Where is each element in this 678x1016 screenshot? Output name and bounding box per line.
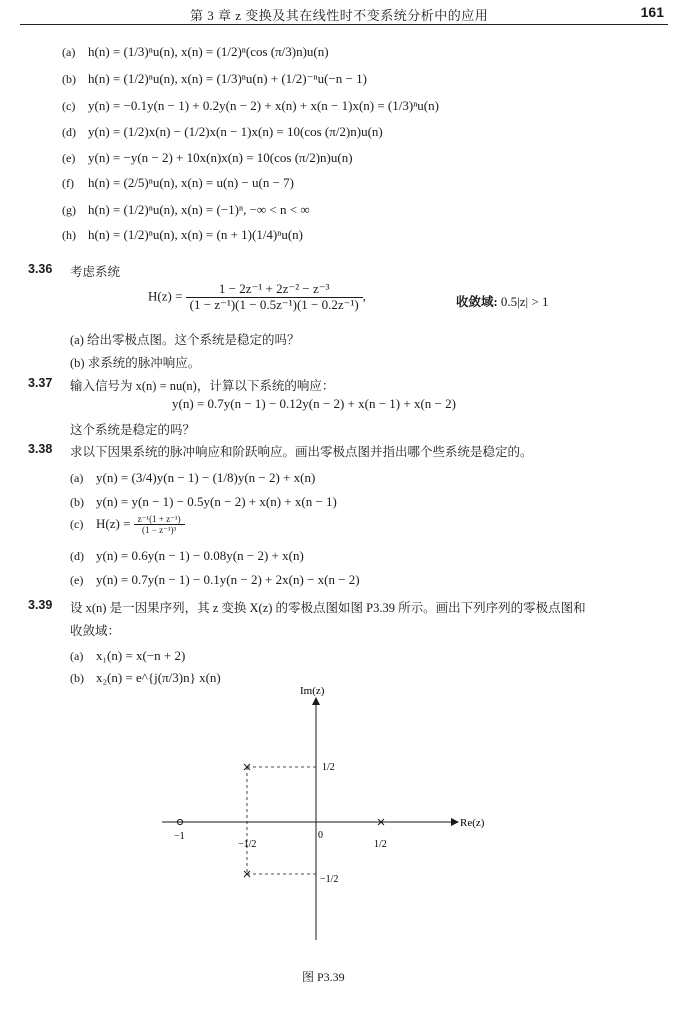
origin-label: 0	[318, 830, 323, 841]
p336-transfer-function: H(z) = $\frac{\text{1 − 2z⁻¹ + 2z⁻² − z⁻³}}{\text{(1 − z⁻¹)(1 − 0.5z⁻¹)(1 − 0.2z⁻¹)}}$ ,	[148, 281, 366, 312]
p338-item-e: (e) y(n) = 0.7y(n − 1) − 0.1y(n − 2) + 2x(n) − x(n − 2)	[70, 572, 360, 587]
p335-item-c: (c) y(n) = −0.1y(n − 1) + 0.2y(n − 2) + x(n) + x(n − 1)x(n) = (1/3)ⁿu(n)	[62, 98, 439, 113]
p339-intro-line2: 收敛域：	[70, 624, 121, 638]
pos-half-label: 1/2	[374, 839, 387, 850]
page-number: 161	[640, 4, 664, 20]
p336-roc-label: 收敛域:	[456, 295, 498, 309]
p336-numerator: 1 − 2z⁻¹ + 2z⁻² − z⁻³	[186, 282, 363, 298]
problem-number-336: 3.36	[28, 262, 53, 276]
pole-zero-plot	[150, 682, 530, 952]
p335-item-f: (f) h(n) = (2/5)ⁿu(n), x(n) = u(n) − u(n − 7)	[62, 175, 294, 190]
p336-lhs: H(z) =	[148, 288, 183, 304]
zero-label: −1	[174, 831, 185, 842]
p335-item-a: (a) h(n) = (1/3)ⁿu(n), x(n) = (1/2)ⁿ(cos (π/3)n)u(n)	[62, 44, 329, 59]
p338-item-c: (c) H(z) = $\frac{\text{z⁻¹(1 + z⁻¹)}}{\text{(1 − z⁻¹)³}}$	[70, 514, 185, 536]
page-header	[20, 2, 668, 25]
neg-half-label: −1/2	[238, 839, 257, 850]
p337-intro: 输入信号为 x(n) = nu(n)，计算以下系统的响应：	[70, 379, 335, 393]
problem-number-337: 3.37	[28, 376, 53, 390]
problem-number-339: 3.39	[28, 598, 53, 612]
p338-item-d: (d) y(n) = 0.6y(n − 1) − 0.08y(n − 2) + x(n)	[70, 548, 304, 563]
p335-item-h: (h) h(n) = (1/2)ⁿu(n), x(n) = (n + 1)(1/4)ⁿu(n)	[62, 227, 304, 242]
x-axis-label: Re(z)	[460, 817, 485, 829]
p337-equation: y(n) = 0.7y(n − 1) − 0.12y(n − 2) + x(n − 1) + x(n − 2)	[172, 396, 456, 411]
p335-item-d: (d) y(n) = (1/2)x(n) − (1/2)x(n − 1)x(n) = 10(cos (π/2)n)u(n)	[62, 124, 383, 139]
p338c-fraction: $\frac{\text{z⁻¹(1 + z⁻¹)}}{\text{(1 − z⁻¹)³}}$	[134, 514, 185, 536]
y-axis-label: Im(z)	[300, 685, 325, 697]
problem-number-338: 3.38	[28, 442, 53, 456]
p338-item-b: (b) y(n) = y(n − 1) − 0.5y(n − 2) + x(n) + x(n − 1)	[70, 494, 337, 509]
p339-item-b: (b) x₂(n) = e^{j(π/3)n} x(n)	[70, 670, 221, 685]
p336-roc	[456, 292, 548, 310]
p339-intro-line1: 设 x(n) 是一因果序列，其 z 变换 X(z) 的零极点图如图 P3.39 所示。画出下列序列的零极点图和	[70, 601, 586, 615]
im-pos-half-label: 1/2	[322, 762, 335, 773]
p336-intro: 考虑系统	[70, 265, 121, 279]
p335-item-g: (g) h(n) = (1/2)ⁿu(n), x(n) = (−1)ⁿ, −∞ < n < ∞	[62, 202, 310, 217]
p338-intro: 求以下因果系统的脉冲响应和阶跃响应。画出零极点图并指出哪个些系统是稳定的。	[70, 445, 533, 459]
p336-item-a: (a) 给出零极点图。这个系统是稳定的吗？	[70, 333, 300, 347]
im-neg-half-label: −1/2	[320, 874, 339, 885]
p336-denominator: (1 − z⁻¹)(1 − 0.5z⁻¹)(1 − 0.2z⁻¹)	[189, 296, 359, 312]
p338-item-a: (a) y(n) = (3/4)y(n − 1) − (1/8)y(n − 2) + x(n)	[70, 470, 316, 485]
p336-fraction	[186, 282, 363, 313]
chapter-title: 第 3 章 z 变换及其在线性时不变系统分析中的应用	[190, 8, 489, 23]
p336-roc-value: 0.5|z| > 1	[500, 294, 549, 309]
p337-question: 这个系统是稳定的吗？	[70, 423, 196, 437]
p339-item-a: (a) x₁(n) = x(−n + 2)	[70, 648, 186, 663]
p336-item-b: (b) 求系统的脉冲响应。	[70, 356, 201, 370]
p335-item-e: (e) y(n) = −y(n − 2) + 10x(n)x(n) = 10(cos (π/2)n)u(n)	[62, 150, 353, 165]
figure-caption: 图 P3.39	[302, 970, 345, 984]
p335-item-b: (b) h(n) = (1/2)ⁿu(n), x(n) = (1/3)ⁿu(n) + (1/2)⁻ⁿu(−n − 1)	[62, 71, 367, 86]
